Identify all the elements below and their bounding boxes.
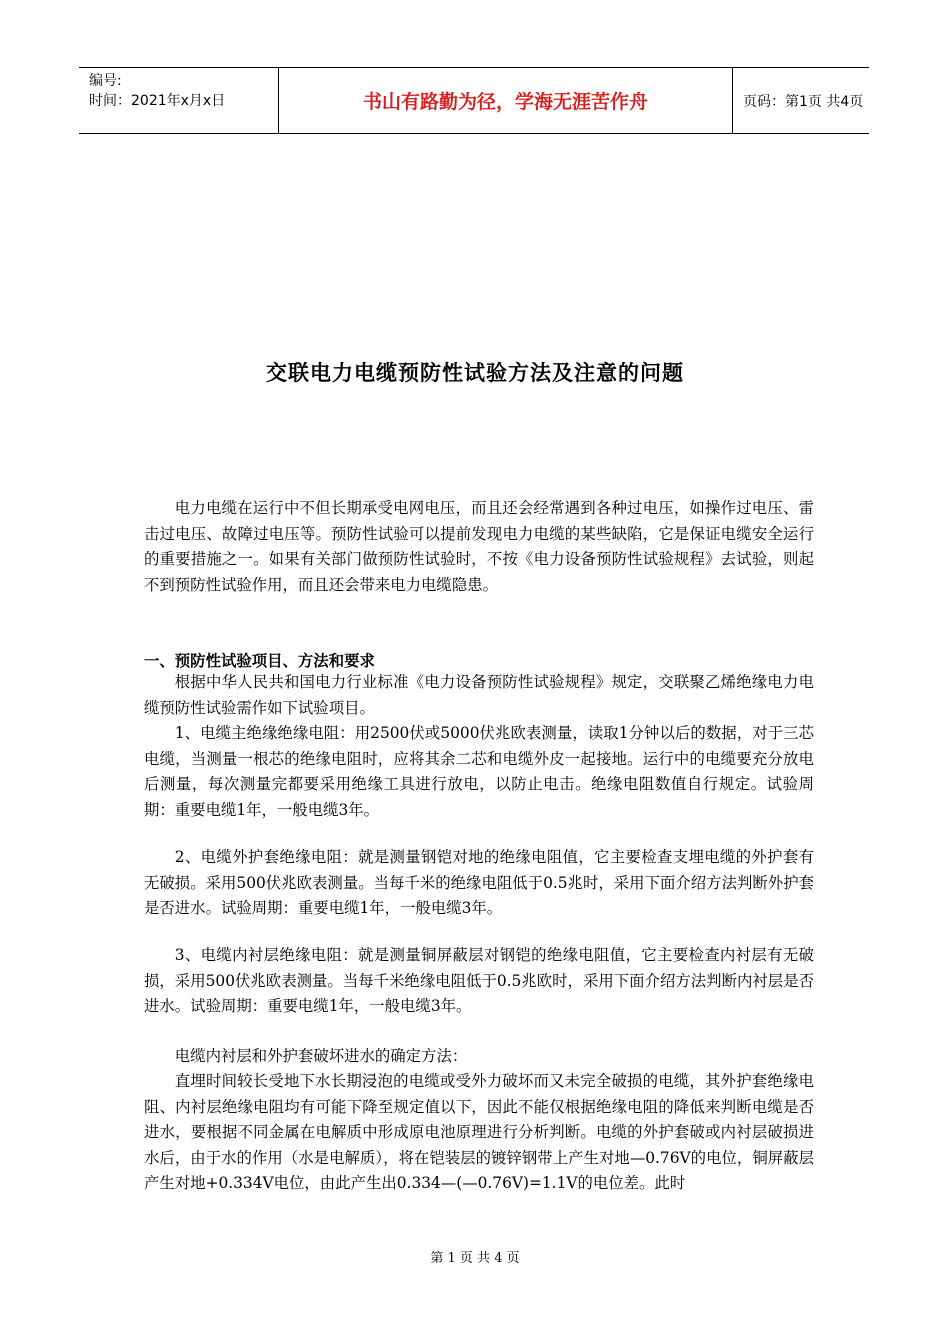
section-1-paragraph-1: 根据中华人民共和国电力行业标准《电力设备预防性试验规程》规定，交联聚乙烯绝缘电力电缆预防性试验需作如下试验项目。 xyxy=(144,673,814,717)
header-motto: 书山有路勤为径，学海无涯苦作舟 xyxy=(279,68,733,133)
section-1-paragraph-method: 电缆内衬层和外护套破坏进水的确定方法： xyxy=(174,1047,468,1065)
section-1-paragraph-detail: 直埋时间较长受地下水长期浸泡的电缆或受外力破坏而又未完全破损的电缆，其外护套绝缘电阻、内衬层绝缘电阻均有可能下降至规定值以下，因此不能仅根据绝缘电阻的降低来判断电缆是否进水，要根据不同金属在电解质中形成原电池原理进行分析判断。电缆的外护套破或内衬层破损进水后，由于水的作用（水是电解质），将在铠装层的镀锌钢带上产生对地—0.76V的电位，铜屏蔽层产生对地+0.334V电位，由此产生出0.334—(—0.76V)=1.1V的电位差。此时 xyxy=(144,1072,814,1193)
section-1-heading: 一、预防性试验项目、方法和要求 xyxy=(144,652,375,670)
header-page-info: 页码：第1页 共4页 xyxy=(743,93,864,110)
page-footer: 第 1 页 共 4 页 xyxy=(430,1251,520,1266)
header-meta xyxy=(79,68,279,133)
document-title: 交联电力电缆预防性试验方法及注意的问题 xyxy=(266,360,684,385)
section-1-item-3: 3、电缆内衬层绝缘电阻：就是测量铜屏蔽层对钢铠的绝缘电阻值，它主要检查内衬层有无破损，采用500伏兆欧表测量。当每千米绝缘电阻低于0.5兆欧时，采用下面介绍方法判断内衬层是否进水。试验周期：重要电缆1年，一般电缆3年。 xyxy=(144,946,814,1016)
section-1-item-1: 1、电缆主绝缘绝缘电阻：用2500伏或5000伏兆欧表测量，读取1分钟以后的数据，对于三芯电缆，当测量一根芯的绝缘电阻时，应将其余二芯和电缆外皮一起接地。运行中的电缆要充分放电后测量，每次测量完都要采用绝缘工具进行放电，以防止电击。绝缘电阻数值自行规定。试验周期：重要电缆1年，一般电缆3年。 xyxy=(144,724,814,819)
section-1-item-2: 2、电缆外护套绝缘电阻：就是测量钢铠对地的绝缘电阻值，它主要检查支埋电缆的外护套有无破损。采用500伏兆欧表测量。当每千米的绝缘电阻低于0.5兆时，采用下面介绍方法判断外护套是否进水。试验周期：重要电缆1年，一般电缆3年。 xyxy=(144,848,814,918)
document-number-label: 编号: xyxy=(89,73,122,89)
intro-paragraph: 电力电缆在运行中不但长期承受电网电压，而且还会经常遇到各种过电压，如操作过电压、雷击过电压、故障过电压等。预防性试验可以提前发现电力电缆的某些缺陷，它是保证电缆安全运行的重要措施之一。如果有关部门做预防性试验时，不按《电力设备预防性试验规程》去试验，则起不到预防性试验作用，而且还会带来电力电缆隐患。 xyxy=(144,499,814,594)
document-header xyxy=(79,67,869,134)
document-time-label: 时间：2021年x月x日 xyxy=(89,93,226,109)
